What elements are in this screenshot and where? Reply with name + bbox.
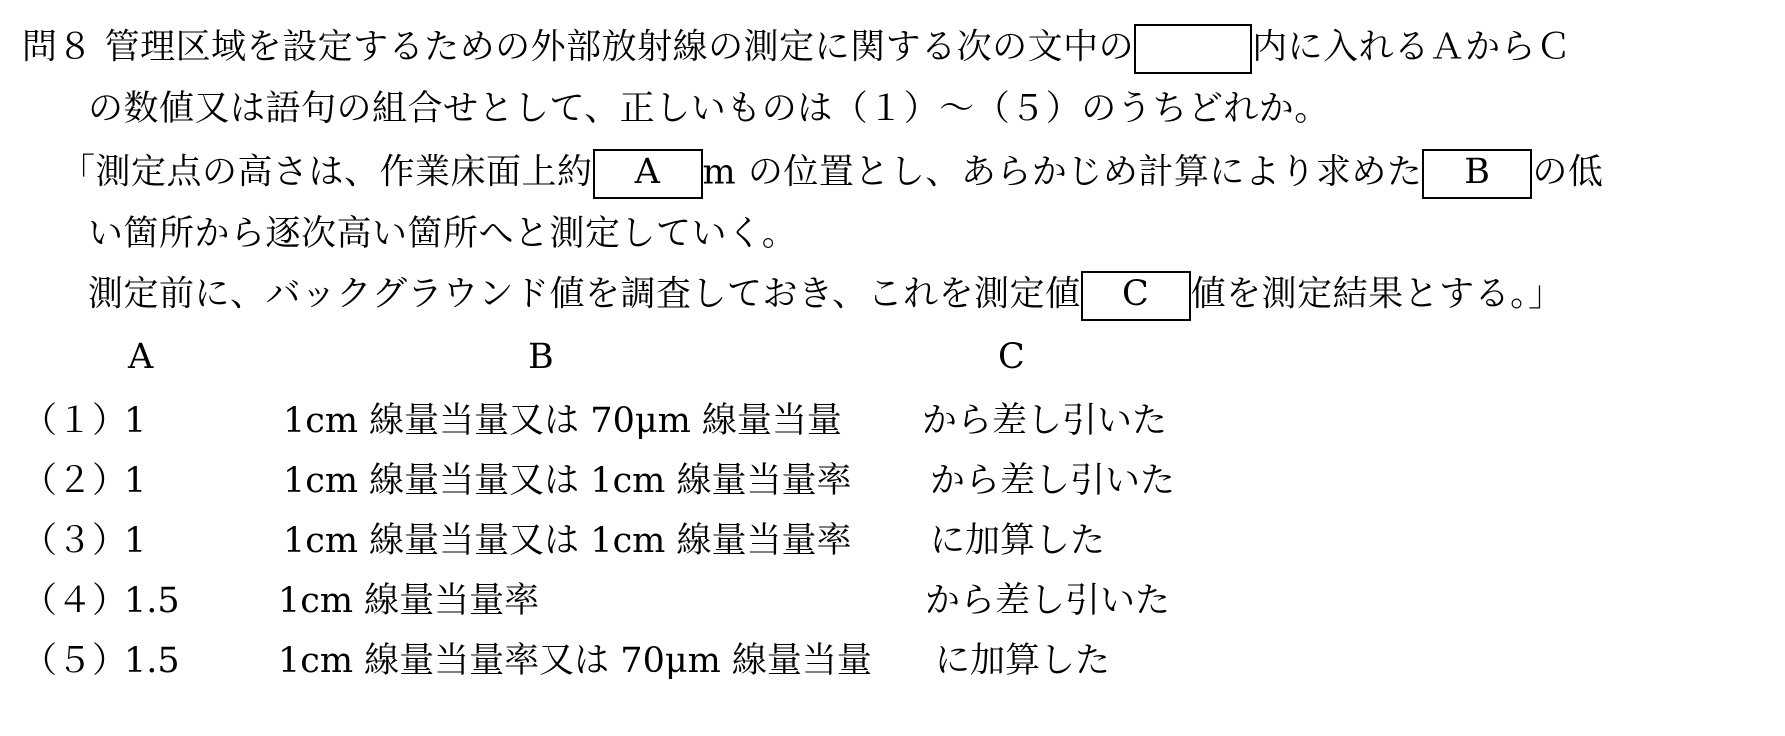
question-text-part1: 管理区域を設定するための外部放射線の測定に関する次の文中の (104, 27, 1135, 68)
option-value-b: 1cm 線量当量又は 1cm 線量当量率 (283, 521, 852, 561)
option-value-a: 1.5 (124, 641, 180, 681)
question-number: 問８ (22, 27, 94, 68)
option-value-a: 1 (124, 401, 147, 441)
option-value-a: 1 (124, 461, 147, 501)
option-value-b: 1cm 線量当量率又は 70μm 線量当量 (278, 641, 872, 681)
passage-text-1c: の低 (1532, 152, 1604, 193)
passage-text-3a: 測定前に、バックグラウンド値を調査しておき、これを測定値 (88, 274, 1081, 315)
passage-line-2 (88, 214, 798, 254)
option-value-a: 1.5 (124, 581, 180, 621)
header-c: C (998, 337, 1025, 377)
option-number: （４） (22, 581, 128, 621)
passage-text-1a: 「測定点の高さは、作業床面上約 (60, 152, 593, 193)
answer-blank-box (1134, 24, 1252, 74)
passage-text-1b: m の位置とし、あらかじめ計算により求めた (702, 152, 1423, 193)
option-value-b: 1cm 線量当量又は 1cm 線量当量率 (283, 461, 852, 501)
option-value-c: に加算した (930, 521, 1106, 561)
option-value-c: から差し引いた (930, 461, 1176, 501)
question-line-1 (22, 27, 1572, 68)
option-value-c: から差し引いた (925, 581, 1171, 621)
passage-line-3 (88, 274, 1564, 315)
option-number: （５） (22, 641, 128, 681)
header-b: B (528, 337, 554, 377)
passage-text-3b: 値を測定結果とする。」 (1190, 274, 1564, 315)
option-value-c: から差し引いた (922, 401, 1168, 441)
question-text-line2: の数値又は語句の組合せとして、正しいものは（１）～（５）のうちどれか。 (88, 89, 1330, 129)
option-value-b: 1cm 線量当量率 (278, 581, 540, 621)
blank-b-box: B (1422, 149, 1532, 199)
option-number: （３） (22, 521, 128, 561)
blank-a-box: A (593, 149, 703, 199)
question-line-2 (88, 89, 1330, 129)
blank-c-box: C (1081, 271, 1191, 321)
option-number: （１） (22, 401, 128, 441)
passage-text-2: い箇所から逐次高い箇所へと測定していく。 (88, 214, 798, 254)
option-number: （２） (22, 461, 128, 501)
option-value-a: 1 (124, 521, 147, 561)
option-value-c: に加算した (935, 641, 1111, 681)
header-a: A (128, 337, 154, 377)
option-value-b: 1cm 線量当量又は 70μm 線量当量 (283, 401, 842, 441)
passage-line-1 (60, 152, 1604, 193)
question-text-part2: 内に入れるＡからＣ (1252, 27, 1572, 68)
